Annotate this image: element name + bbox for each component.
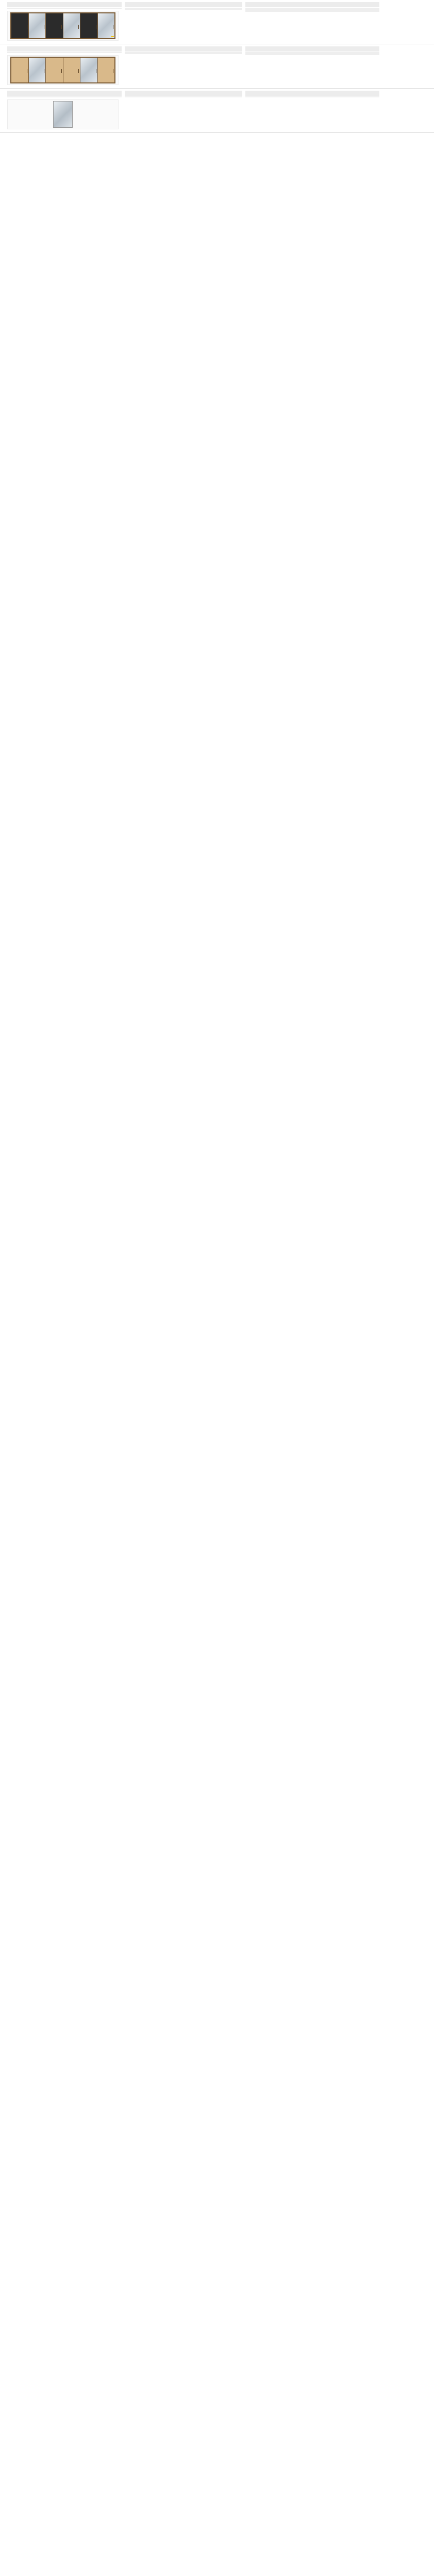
wardrobe-door-icon — [11, 58, 29, 82]
colors-column — [122, 2, 242, 41]
wardrobe-door-icon — [46, 13, 63, 38]
volume-footnote — [245, 12, 379, 13]
dimensions-column — [7, 91, 122, 129]
table-cell — [99, 8, 122, 9]
colors-column — [122, 91, 242, 129]
wardrobe-icon — [10, 12, 115, 39]
dimensions-table — [7, 8, 122, 9]
price-column — [379, 46, 427, 85]
colors-table — [125, 8, 242, 10]
volume-footnote — [245, 55, 379, 56]
wardrobe-door-icon — [63, 58, 81, 82]
wardrobe-door-icon — [98, 58, 115, 82]
colors-table — [125, 52, 242, 54]
table-cell — [125, 9, 183, 10]
colors-bar — [125, 46, 242, 52]
price-column — [379, 91, 427, 129]
product-image — [7, 99, 119, 129]
product-image — [7, 11, 119, 41]
product-entry — [0, 44, 434, 89]
dimensions-column — [7, 2, 122, 41]
mirror-panel-icon — [53, 101, 73, 128]
table-cell — [183, 9, 242, 10]
packaging-table — [245, 8, 379, 12]
product-body — [7, 91, 427, 129]
dimensions-column — [7, 46, 122, 85]
dimensions-bar — [7, 2, 122, 7]
wardrobe-door-icon — [11, 13, 29, 38]
catalog-page — [0, 0, 434, 133]
wardrobe-door-icon — [98, 13, 115, 38]
wardrobe-door-icon — [80, 58, 98, 82]
product-entry — [0, 89, 434, 133]
volume-footnote — [245, 97, 379, 98]
dimensions-bar — [7, 46, 122, 52]
wardrobe-door-icon — [29, 13, 46, 38]
product-body — [7, 2, 427, 41]
colors-table — [125, 96, 242, 97]
colors-bar — [125, 2, 242, 7]
packaging-bar — [245, 46, 379, 52]
dimensions-bar — [7, 91, 122, 96]
product-entry — [0, 0, 434, 44]
table-cell — [7, 8, 30, 9]
packaging-column — [242, 46, 379, 85]
product-body — [7, 46, 427, 85]
wardrobe-door-icon — [80, 13, 98, 38]
wardrobe-door-icon — [46, 58, 63, 82]
packaging-bar — [245, 2, 379, 7]
table-row — [7, 8, 122, 9]
dimensions-table — [7, 96, 122, 97]
product-image — [7, 55, 119, 85]
dimensions-table — [7, 52, 122, 53]
price-column — [379, 2, 427, 41]
colors-bar — [125, 91, 242, 96]
wardrobe-door-icon — [63, 13, 81, 38]
wardrobe-door-icon — [29, 58, 46, 82]
table-cell — [53, 8, 76, 9]
packaging-column — [242, 2, 379, 41]
table-cell — [76, 8, 98, 9]
table-row — [125, 9, 242, 10]
colors-column — [122, 46, 242, 85]
wardrobe-icon — [10, 57, 115, 83]
packaging-column — [242, 91, 379, 129]
table-cell — [30, 8, 53, 9]
packaging-bar — [245, 91, 379, 96]
